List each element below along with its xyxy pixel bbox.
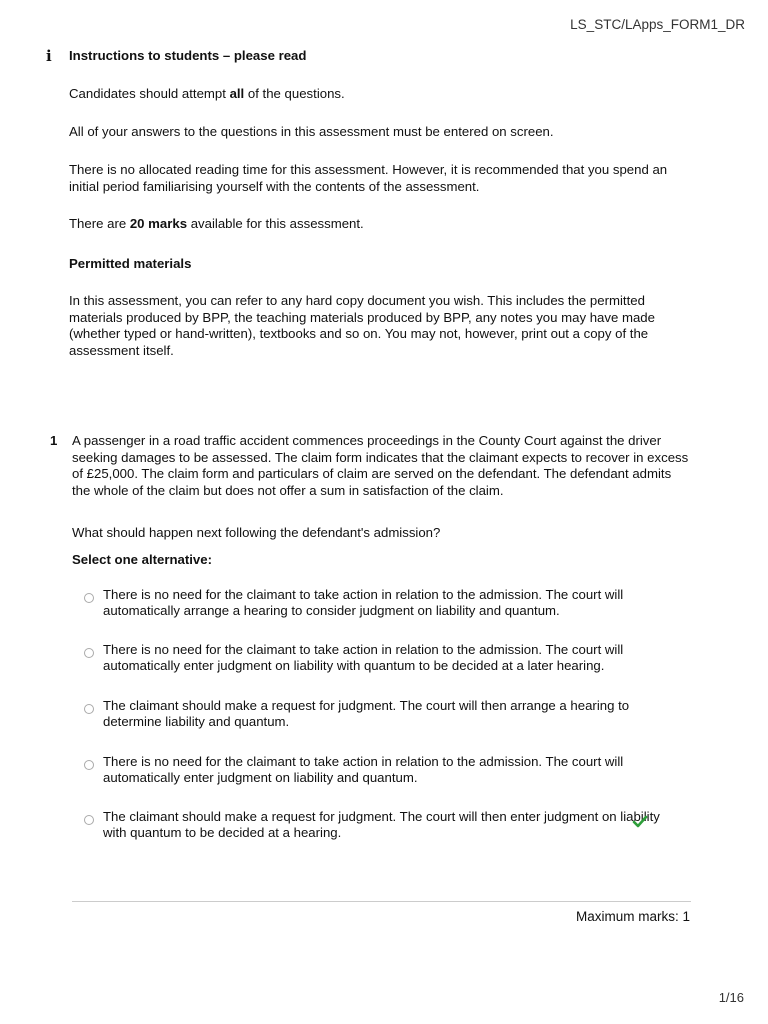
correct-check-icon	[632, 815, 648, 829]
permitted-materials-heading: Permitted materials	[69, 256, 192, 271]
radio-button[interactable]	[84, 704, 94, 714]
document-id: LS_STC/LApps_FORM1_DR	[570, 17, 745, 32]
maximum-marks: Maximum marks: 1	[575, 909, 690, 924]
answer-option[interactable]	[84, 642, 684, 674]
question-number: 1	[50, 433, 58, 448]
info-icon: i	[46, 47, 52, 65]
text-emphasis: all	[229, 86, 245, 101]
answer-option-text: There is no need for the claimant to take action in relation to the admission. The court will automatically enter judgment on liability with quantum to be decided at a later hearing.	[103, 642, 624, 673]
answer-option-text: The claimant should make a request for judgment. The court will then arrange a hearing to determine liability and quantum.	[103, 698, 630, 729]
permitted-materials-text: In this assessment, you can refer to any hard copy document you wish. This includes the permitted materials produced by BPP, the teaching materials produced by BPP, any notes you may have made (whether typed or hand-written), textbooks and so on. You may not, however, print out a copy of the assessment itself.	[69, 293, 655, 358]
answer-option[interactable]	[84, 587, 684, 619]
radio-button[interactable]	[84, 760, 94, 770]
text-segment: available for this assessment.	[187, 216, 364, 231]
divider	[72, 901, 691, 902]
answer-option-text: There is no need for the claimant to take action in relation to the admission. The court will automatically arrange a hearing to consider judgment on liability and quantum.	[103, 587, 624, 618]
radio-button[interactable]	[84, 593, 94, 603]
answer-option-text: There is no need for the claimant to take action in relation to the admission. The court will automatically enter judgment on liability and quantum.	[103, 754, 624, 785]
text-segment: There are	[69, 216, 130, 231]
answer-option-text: The claimant should make a request for judgment. The court will then enter judgment on liability with quantum to be decided at a hearing.	[103, 809, 660, 840]
radio-button[interactable]	[84, 648, 94, 658]
text-segment: of the questions.	[244, 86, 345, 101]
question-prompt: What should happen next following the defendant's admission?	[72, 525, 441, 540]
text-emphasis: 20 marks	[129, 216, 188, 231]
question-text: A passenger in a road traffic accident commences proceedings in the County Court against the driver seeking damages to be assessed. The claim form indicates that the claimant expects to recover in excess of £25,000. The claim form and particulars of claim are served on the defendant. The defendant admits the whole of the claim but does not offer a sum in satisfaction of the claim.	[72, 433, 689, 498]
instruction-attempt-all	[69, 86, 669, 103]
answer-option[interactable]	[84, 754, 684, 786]
radio-button[interactable]	[84, 815, 94, 825]
instruction-on-screen: All of your answers to the questions in this assessment must be entered on screen.	[69, 124, 554, 139]
page-number: 1/16	[718, 990, 744, 1005]
text-segment: Candidates should attempt	[69, 86, 230, 101]
instructions-title: Instructions to students – please read	[69, 48, 307, 63]
answer-option[interactable]	[84, 698, 684, 730]
instruction-reading-time: There is no allocated reading time for this assessment. However, it is recommended that you spend an initial period familiarising yourself with the contents of the assessment.	[69, 162, 668, 194]
answer-option-correct[interactable]	[84, 809, 684, 841]
instruction-marks	[69, 216, 669, 233]
select-instruction: Select one alternative:	[72, 552, 212, 567]
